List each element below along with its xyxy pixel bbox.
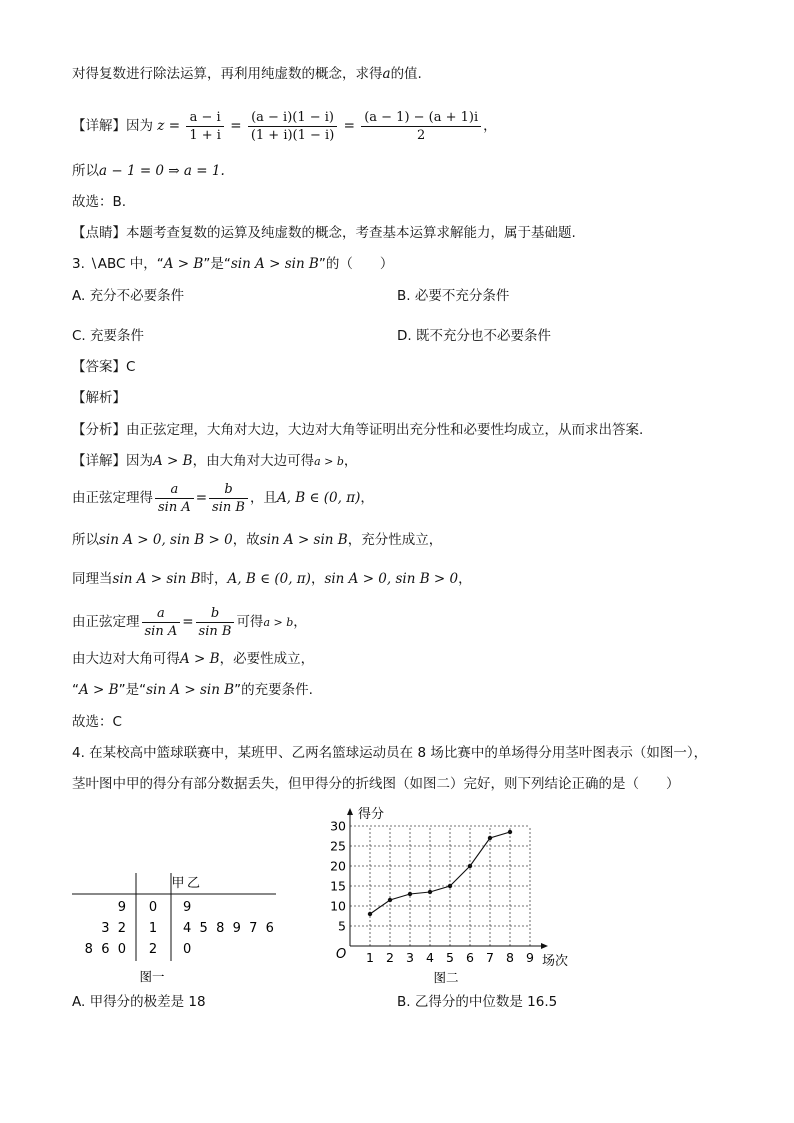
so-math: a − 1 = 0 ⇒ a = 1.	[99, 163, 225, 179]
d5-fd2: sin B	[198, 623, 232, 639]
choose-line-1: 故选：B.	[72, 194, 127, 210]
data-point-1	[368, 912, 372, 916]
q3-answer	[72, 357, 135, 377]
q3-detail-2	[72, 478, 374, 518]
leaf-right-0: 9	[183, 900, 192, 915]
stem-1: 1	[148, 921, 158, 936]
data-point-8	[508, 830, 512, 834]
d2-eq: =	[195, 490, 208, 506]
x-tick-6: 6	[466, 950, 474, 965]
chart-series	[368, 830, 512, 916]
d7-a: A > B	[79, 682, 119, 698]
d2-fd2: sin B	[212, 499, 245, 515]
y-tick-5: 5	[338, 918, 346, 934]
d4-post: ，	[458, 571, 472, 587]
leaf-left-2: 8 6 0	[84, 942, 126, 957]
eq-2: =	[343, 118, 355, 134]
d5-post: ，	[293, 614, 307, 630]
jiexi-tag: 【解析】	[72, 390, 126, 406]
d2-fd1: sin A	[158, 499, 191, 515]
data-point-7	[488, 836, 492, 840]
analysis-text: 由正弦定理，大角对大边，大边对大角等证明出充分性和必要性均成立，从而求出答案.	[126, 422, 644, 438]
x-axis-arrow	[541, 943, 548, 949]
d5-eq: =	[182, 614, 194, 630]
d7-b: sin A > sin B	[146, 682, 235, 698]
origin-label: O	[336, 947, 347, 962]
q3-detail-6	[72, 649, 314, 669]
choose-line-2: 故选：C	[72, 714, 122, 730]
q3-stem-b: sin A > sin B	[230, 256, 319, 272]
d5-frac-b	[196, 605, 235, 640]
detail-tag: 【详解】	[72, 118, 126, 134]
d1-post: ，	[343, 453, 358, 469]
d4-m1: sin A > sin B	[112, 571, 201, 587]
f3-num: (a − 1) − (a + 1)i	[361, 109, 481, 127]
d2-post: ，	[360, 490, 374, 506]
d2-frac-b	[209, 481, 248, 516]
q4-stem-2: 茎叶图中甲的得分有部分数据丢失，但甲得分的折线图（如图二）完好，则下列结论正确的是（ ）	[72, 776, 680, 792]
d2-fn2: b	[209, 481, 248, 499]
d6-post: ，必要性成立，	[219, 651, 315, 667]
stem-0: 0	[148, 900, 158, 915]
x-tick-9: 9	[526, 950, 534, 965]
d1-pre: 因为	[126, 453, 153, 469]
answer-value: C	[126, 359, 136, 375]
fraction-1	[186, 109, 224, 144]
stemleaf-head-left: 甲	[171, 876, 185, 891]
x-tick-7: 7	[486, 950, 494, 965]
q3-detail-5	[72, 602, 307, 643]
analysis-line	[72, 420, 643, 440]
q3-stem-pre: 3. ∖ABC 中，“	[72, 256, 164, 272]
score-line-chart	[320, 800, 590, 986]
chart-axes	[347, 808, 548, 949]
q4-stem-1: 4. 在某校高中篮球联赛中，某班甲、乙两名篮球运动员在 8 场比赛中的单场得分用茎叶图表示（如图一），	[72, 745, 708, 761]
d2-pre: 由正弦定理得	[72, 490, 153, 506]
d4-m2: A, B ∈ (0, π)	[227, 571, 311, 587]
data-point-4	[428, 890, 432, 894]
y-tick-25: 25	[330, 838, 346, 854]
data-point-5	[448, 884, 452, 888]
d2-frac-a	[155, 481, 194, 516]
q3-option-d: D. 既不充分也不必要条件	[397, 328, 551, 344]
leaf-left-0: 9	[117, 900, 126, 915]
analysis-tag: 【分析】	[72, 422, 126, 438]
x-tick-4: 4	[426, 950, 434, 965]
d7-post: ”的充要条件.	[234, 682, 313, 698]
fraction-2	[248, 109, 337, 144]
detail-line-1	[72, 106, 497, 146]
y-axis-arrow	[347, 808, 353, 815]
q4-option-a: A. 甲得分的极差是 18	[72, 994, 206, 1010]
d5-frac-a	[142, 605, 181, 640]
d4-mid: 时，	[200, 571, 228, 587]
d4-mid2: ，	[310, 571, 325, 587]
x-axis-label: 场次	[542, 954, 569, 969]
d6-a: A > B	[180, 651, 220, 667]
so-pre: 所以	[72, 163, 99, 179]
q3-option-a: A. 充分不必要条件	[72, 288, 185, 304]
d6-pre: 由大边对大角可得	[72, 651, 180, 667]
intro-line	[72, 64, 422, 84]
intro-text: 对得复数进行除法运算，再利用纯虚数的概念，求得	[72, 66, 383, 82]
stem-leaf-plot	[60, 865, 290, 995]
remark-line	[72, 223, 576, 243]
q3-stem-post: ”的（ ）	[318, 256, 394, 272]
q4-option-b: B. 乙得分的中位数是 16.5	[397, 994, 558, 1010]
q3-option-b: B. 必要不充分条件	[397, 288, 510, 304]
d5-b: a > b	[263, 616, 294, 629]
chart-caption: 图二	[433, 970, 459, 985]
f3-den: 2	[417, 127, 426, 143]
chart-grid	[350, 826, 530, 946]
comma-1: ，	[483, 118, 497, 134]
d3-m2: sin A > sin B	[259, 532, 348, 548]
d2-fn1: a	[155, 481, 194, 499]
x-tick-2: 2	[386, 950, 394, 965]
data-point-3	[408, 892, 412, 896]
y-tick-20: 20	[330, 858, 346, 874]
d5-mid: 可得	[236, 614, 264, 630]
q3-stem-mid: ”是“	[203, 256, 231, 272]
eq-1: =	[230, 118, 242, 134]
d7-pre: “	[72, 682, 79, 698]
leaf-right-1: 4 5 8 9 7 6	[183, 921, 274, 936]
x-tick-1: 1	[366, 950, 374, 965]
d5-pre: 由正弦定理	[72, 614, 140, 630]
leaf-right-2: 0	[183, 942, 192, 957]
detail-tag-2: 【详解】	[72, 453, 126, 469]
d5-fn2: b	[196, 605, 235, 623]
x-tick-5: 5	[446, 950, 454, 965]
d4-pre: 同理当	[72, 571, 113, 587]
d3-post: ，充分性成立，	[347, 532, 443, 548]
x-tick-8: 8	[506, 950, 514, 965]
z-eq: z =	[157, 118, 181, 134]
y-tick-15: 15	[330, 878, 346, 894]
intro-var: a	[382, 66, 391, 82]
y-axis-label: 得分	[358, 807, 385, 822]
d3-m1: sin A > 0, sin B > 0	[99, 532, 233, 548]
f1-num: a − i	[186, 109, 224, 127]
d5-fd1: sin A	[144, 623, 178, 639]
leaf-left-1: 3 2	[101, 921, 126, 936]
f2-num: (a − i)(1 − i)	[248, 109, 337, 127]
q3-detail-4	[72, 569, 472, 589]
q3-detail-1	[72, 451, 357, 472]
stem-2: 2	[148, 942, 158, 957]
fraction-3	[361, 109, 481, 144]
d4-m3: sin A > 0, sin B > 0	[324, 571, 459, 587]
d1-mid: ，由大角对大边可得	[192, 453, 315, 469]
d1-b: a > b	[314, 455, 344, 468]
q3-stem	[72, 254, 393, 274]
q3-detail-7	[72, 680, 313, 700]
detail-pre: 因为	[126, 118, 153, 134]
data-point-2	[388, 898, 392, 902]
x-tick-3: 3	[406, 950, 414, 965]
d2-set: A, B ∈ (0, π)	[276, 490, 361, 506]
remark-text: 本题考查复数的运算及纯虚数的概念，考查基本运算求解能力，属于基础题.	[126, 225, 576, 241]
intro-tail: 的值.	[390, 66, 422, 82]
y-tick-10: 10	[330, 898, 346, 914]
d7-mid: ”是“	[118, 682, 147, 698]
remark-tag: 【点睛】	[72, 225, 126, 241]
data-point-6	[468, 864, 472, 868]
answer-tag: 【答案】	[72, 359, 126, 375]
f2-den: (1 + i)(1 − i)	[250, 127, 335, 143]
d5-fn1: a	[142, 605, 181, 623]
f1-den: 1 + i	[189, 127, 221, 143]
d3-mid: ，故	[232, 532, 260, 548]
stemleaf-head-right: 乙	[187, 876, 201, 891]
d1-a: A > B	[153, 453, 193, 469]
so-line	[72, 161, 225, 181]
d2-mid: ，且	[249, 490, 277, 506]
stemleaf-caption: 图一	[139, 969, 165, 984]
y-tick-30: 30	[330, 818, 346, 834]
q3-option-c: C. 充要条件	[72, 328, 145, 344]
q3-detail-3	[72, 530, 442, 550]
q3-stem-a: A > B	[163, 256, 204, 272]
d3-pre: 所以	[72, 532, 99, 548]
